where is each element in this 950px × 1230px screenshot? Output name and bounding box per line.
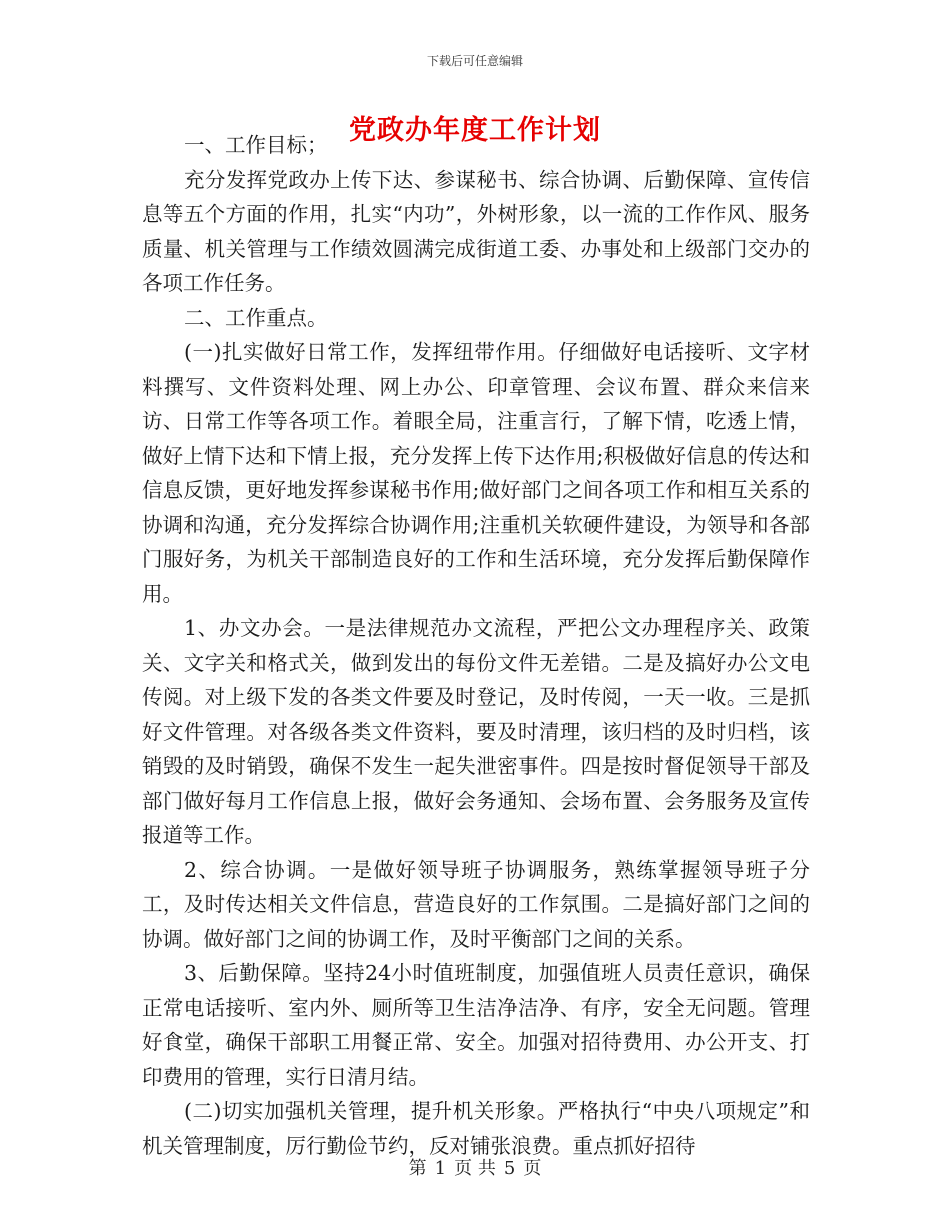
document-title: 党政办年度工作计划 [349,115,601,146]
document-body [142,128,810,1163]
page-header-note: 下载后可任意编辑 [426,54,523,68]
paragraph-documents-meetings: 1、办文办会。一是法律规范办文流程，严把公文办理程序关、政策关、文字关和格式关，做到发出的每份文件无差错。二是及搞好办公文电传阅。对上级下发的各类文件要及时登记，及时传阅，一天一收。三是抓好文件管理。对各级各类文件资料，要及时清理，该归档的及时归档，该销毁的及时销毁，确保不发生一起失泄密事件。四是按时督促领导干部及部门做好每月工作信息上报，做好会务通知、会场布置、会务服务及宣传报道等工作。 [142,616,810,847]
page-footer [0,1154,950,1180]
paragraph-daily-work: (一)扎实做好日常工作，发挥纽带作用。仔细做好电话接听、文字材料撰写、文件资料处理、网上办公、印章管理、会议布置、群众来信来访、日常工作等各项工作。着眼全局，注重言行，了解下情，吃透上情，做好上情下达和下情上报，充分发挥上传下达作用;积极做好信息的传达和信息反馈，更好地发挥参谋秘书作用;做好部门之间各项工作和相互关系的协调和沟通，充分发挥综合协调作用;注重机关软硬件建设，为领导和各部门服好务，为机关干部制造良好的工作和生活环境，充分发挥后勤保障作用。 [142,340,810,606]
section-heading-focus: 二、工作重点。 [184,305,328,330]
paragraph-logistics: 3、后勤保障。坚持24小时值班制度，加强值班人员责任意识，确保正常电话接听、室内外、厕所等卫生洁净洁净、有序，安全无问题。管理好食堂，确保干部职工用餐正常、安全。加强对招待费用、办公开支、打印费用的管理，实行日清月结。 [142,961,810,1089]
footer-total-pages: 5 [503,1158,516,1179]
paragraph-goals: 充分发挥党政办上传下达、参谋秘书、综合协调、后勤保障、宣传信息等五个方面的作用，扎实“内功”，外树形象，以一流的工作作风、服务质量、机关管理与工作绩效圆满完成街道工委、办事处和上级部门交办的各项工作任务。 [142,167,810,295]
footer-middle: 页 共 [454,1158,496,1179]
footer-suffix: 页 [523,1158,542,1179]
paragraph-management: (二)切实加强机关管理，提升机关形象。严格执行“中央八项规定”和机关管理制度，厉行勤俭节约，反对铺张浪费。重点抓好招待 [142,1099,810,1158]
paragraph-coordination: 2、综合协调。一是做好领导班子协调服务，熟练掌握领导班子分工，及时传达相关文件信息，营造良好的工作氛围。二是搞好部门之间的协调。做好部门之间的协调工作，及时平衡部门之间的关系。 [142,857,810,951]
footer-prefix: 第 [408,1158,427,1179]
section-heading-goals: 一、工作目标； [184,133,328,157]
footer-page-number: 1 [434,1158,447,1179]
